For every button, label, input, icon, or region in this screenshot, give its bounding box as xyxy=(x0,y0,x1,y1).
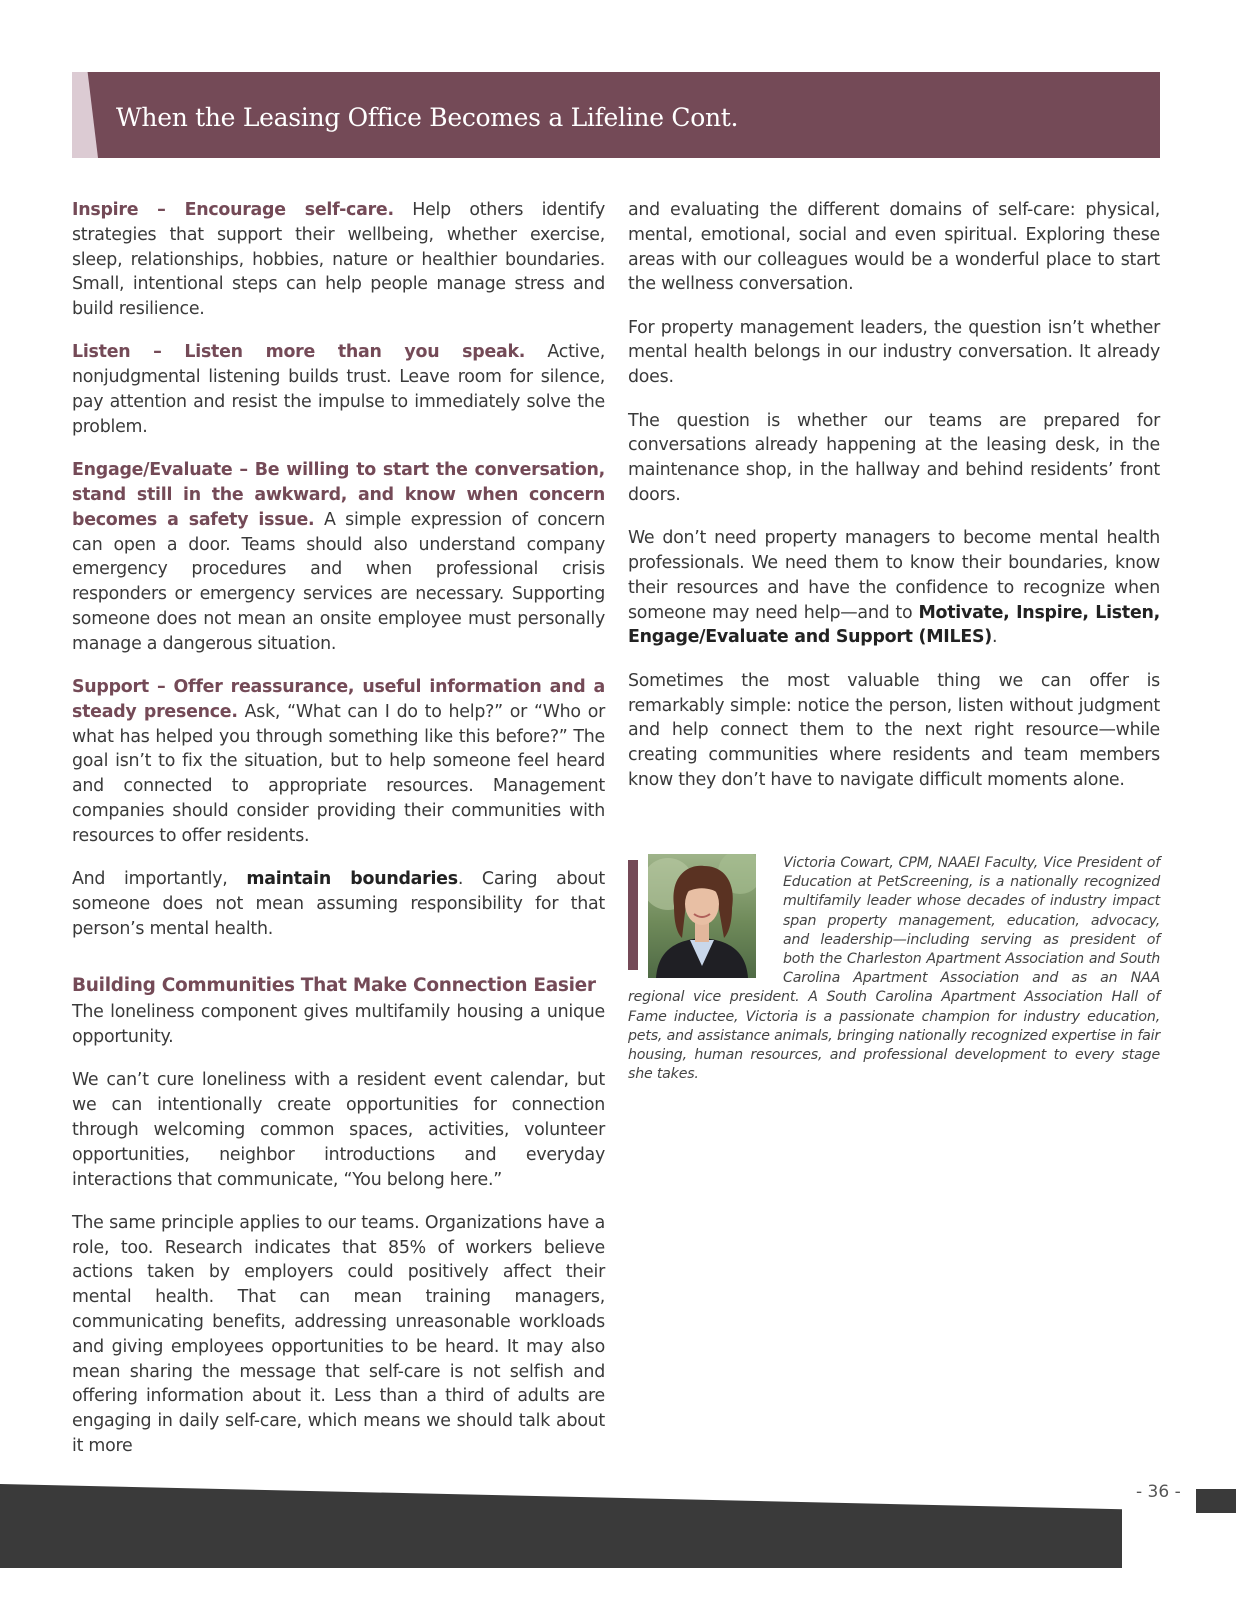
leaders-paragraph: For property management leaders, the question isn’t whether mental health belongs in our industry conversation. It already does. xyxy=(628,317,1160,388)
engage-paragraph xyxy=(72,458,605,656)
listen-text: Active, nonjudgmental listening builds trust. Leave room for silence, pay attention and resist the impulse to immediately solve the problem. xyxy=(72,342,605,437)
right-column xyxy=(628,198,1160,811)
teams-paragraph: The same principle applies to our teams. Organizations have a role, too. Research indicates that 85% of workers believe actions taken by employers could positively affect their mental health. That can mean training managers, communicating benefits, addressing unreasonable workloads and giving employees opportunities to be heard. It may also mean sharing the message that self-care is not selfish and offering information about it. Less than a third of adults are engaging in daily self-care, which means we should talk about it more xyxy=(72,1212,605,1457)
valuable-paragraph: Sometimes the most valuable thing we can offer is remarkably simple: notice the person, listen without judgment and help connect them to the next right resource—while creating communities where residents and team members know they don’t have to navigate difficult moments alone. xyxy=(628,670,1160,790)
boundaries-bold: maintain boundaries xyxy=(246,869,458,890)
author-bio-text: Victoria Cowart, CPM, NAAEI Faculty, Vice President of Education at PetScreening, is a nationally recognized multifamily leader whose decades of industry impact span property management, education, advocacy, and leadership—including serving as president of both the Charleston Apartment Association and South Carolina Apartment Association and as an NAA regional vice president. A South Carolina Apartment Association Hall of Fame inductee, Victoria is a passionate champion for industry education, pets, and assistance animals, bringing nationally recognized expertise in fair housing, human resources, and professional development to every stage she takes. xyxy=(628,855,1160,1083)
miles-text: We don’t need property managers to become mental health professionals. We need them to know their boundaries, know their resources and have the confidence to recognize when someone may need help—and to xyxy=(628,528,1160,623)
author-portrait-illustration xyxy=(648,854,756,978)
cure-loneliness-paragraph: We can’t cure loneliness with a resident event calendar, but we can intentionally create opportunities for connection through welcoming common spaces, activities, volunteer opportunities, neighbor introductions and everyday interactions that communicate, “You belong here.” xyxy=(72,1070,605,1190)
banner-title: When the Leasing Office Becomes a Lifeline Cont. xyxy=(116,103,739,132)
section-subheading: Building Communities That Make Connection Easier xyxy=(72,974,596,996)
miles-end: . xyxy=(991,627,998,648)
section-banner xyxy=(72,72,1160,158)
boundaries-after: . Caring about someone does not mean assuming responsibility for that person’s mental health. xyxy=(72,869,605,939)
listen-lead: Listen – Listen more than you speak. xyxy=(72,342,526,363)
bio-accent-bar xyxy=(628,860,638,970)
inspire-lead: Inspire – Encourage self-care. xyxy=(72,200,394,220)
support-text: Ask, “What can I do to help?” or “Who or what has helped you through something like this before?” The goal isn’t to fix the situation, but to help someone feel heard and connected to appropriate resources. Management companies should consider providing their communities with resources to offer residents. xyxy=(72,701,605,846)
inspire-text: Help others identify strategies that support their wellbeing, whether exercise, sleep, relationships, hobbies, nature or healthier boundaries. Small, intentional steps can help people manage stress and build resilience. xyxy=(72,200,605,320)
footer-square xyxy=(1196,1489,1236,1513)
loneliness-paragraph: The loneliness component gives multifamily housing a unique opportunity. xyxy=(72,1002,605,1048)
left-column xyxy=(72,198,605,1477)
page-number: - 36 - xyxy=(1136,1482,1181,1502)
engage-text: A simple expression of concern can open a door. Teams should also understand company emergency procedures and when professional crisis responders or emergency services are necessary. Supporting someone does not mean an onsite employee must personally manage a dangerous situation. xyxy=(72,509,605,654)
support-lead: Support – Offer reassurance, useful information and a steady presence. xyxy=(72,677,605,722)
support-paragraph xyxy=(72,675,605,849)
domains-paragraph: and evaluating the different domains of self-care: physical, mental, emotional, social and even spiritual. Exploring these areas with our colleagues would be a wonderful place to start the wellness conversation. xyxy=(628,200,1160,295)
author-bio xyxy=(628,854,1160,1084)
inspire-paragraph xyxy=(72,198,605,322)
footer-band xyxy=(0,1484,1122,1568)
miles-bold: Motivate, Inspire, Listen, Engage/Evaluate and Support (MILES) xyxy=(628,602,1160,648)
banner-accent xyxy=(72,72,98,158)
listen-paragraph xyxy=(72,340,605,439)
engage-lead: Engage/Evaluate – Be willing to start the conversation, stand still in the awkward, and know when concern becomes a safety issue. xyxy=(72,460,605,530)
author-photo xyxy=(648,854,756,978)
boundaries-before: And importantly, xyxy=(72,869,247,890)
question-paragraph: The question is whether our teams are prepared for conversations already happening at the leasing desk, in the maintenance shop, in the hallway and behind residents’ front doors. xyxy=(628,410,1160,505)
boundaries-paragraph xyxy=(72,867,605,941)
miles-paragraph xyxy=(628,526,1160,650)
